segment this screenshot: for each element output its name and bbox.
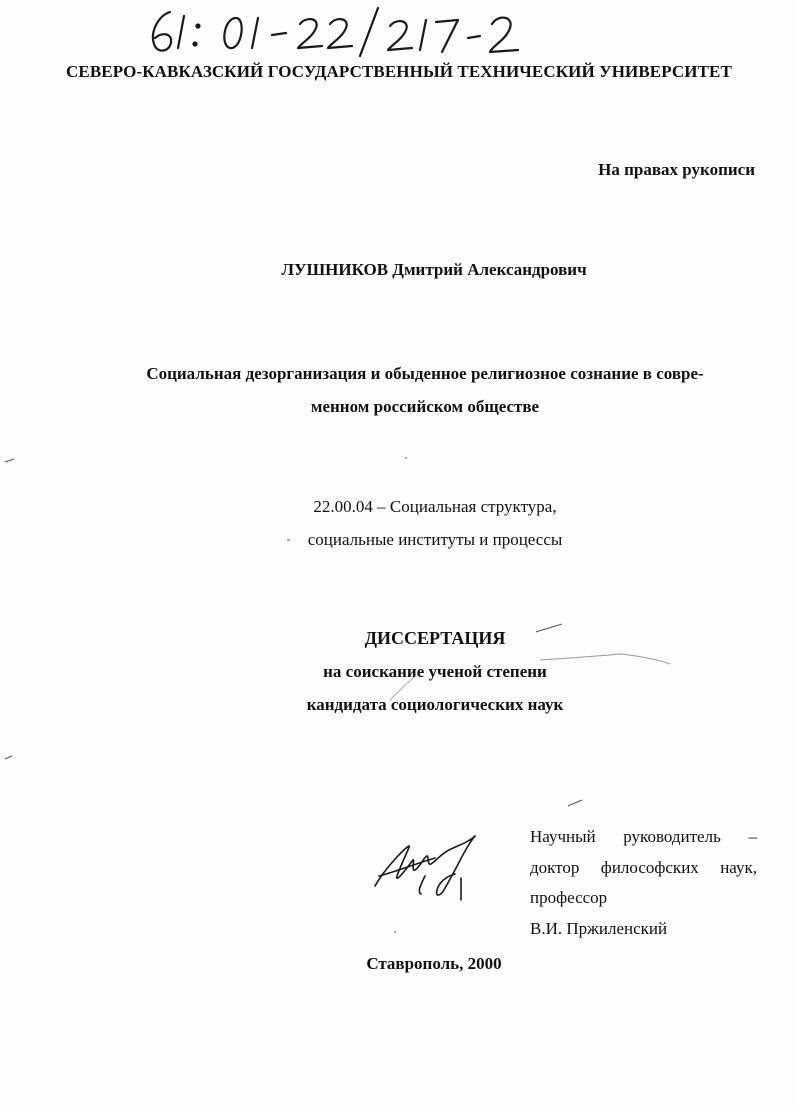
degree-line-2: кандидата социологических наук: [306, 695, 564, 714]
specialty-line-1: 22.00.04 – Социальная структура,: [313, 497, 557, 516]
specialty-code: [160, 490, 710, 556]
title-line-2: менном российском обществе: [310, 397, 540, 416]
signature-icon: [365, 828, 495, 908]
university-name: СЕВЕРО-КАВКАЗСКИЙ ГОСУДАРСТВЕННЫЙ ТЕХНИЧЕСКИЙ УНИВЕРСИТЕТ: [66, 62, 732, 81]
dissertation-title: [100, 357, 750, 423]
supervisor-line-3: профессор: [530, 888, 608, 907]
specialty-line-2: социальные институты и процессы: [307, 530, 563, 549]
supervisor-line-1: Научный руководитель –: [530, 827, 757, 846]
city-year: Ставрополь, 2000: [366, 954, 502, 973]
supervisor-line-2: доктор философских наук,: [530, 857, 757, 877]
degree-line-1: на соискание ученой степени: [323, 662, 547, 681]
handwritten-code-mark: [140, 2, 540, 58]
author-name: ЛУШНИКОВ Дмитрий Александрович: [281, 260, 587, 279]
title-line-1: Социальная дезорганизация и обыденное религиозное сознание в совре-: [146, 364, 704, 383]
supervisor-line-4: В.И. Пржиленский: [530, 918, 668, 938]
dissertation-heading: ДИССЕРТАЦИЯ: [364, 628, 506, 648]
supervisor-block: [530, 822, 757, 944]
dissertation-block: [160, 622, 710, 721]
manuscript-rights-note: На правах рукописи: [598, 160, 755, 179]
